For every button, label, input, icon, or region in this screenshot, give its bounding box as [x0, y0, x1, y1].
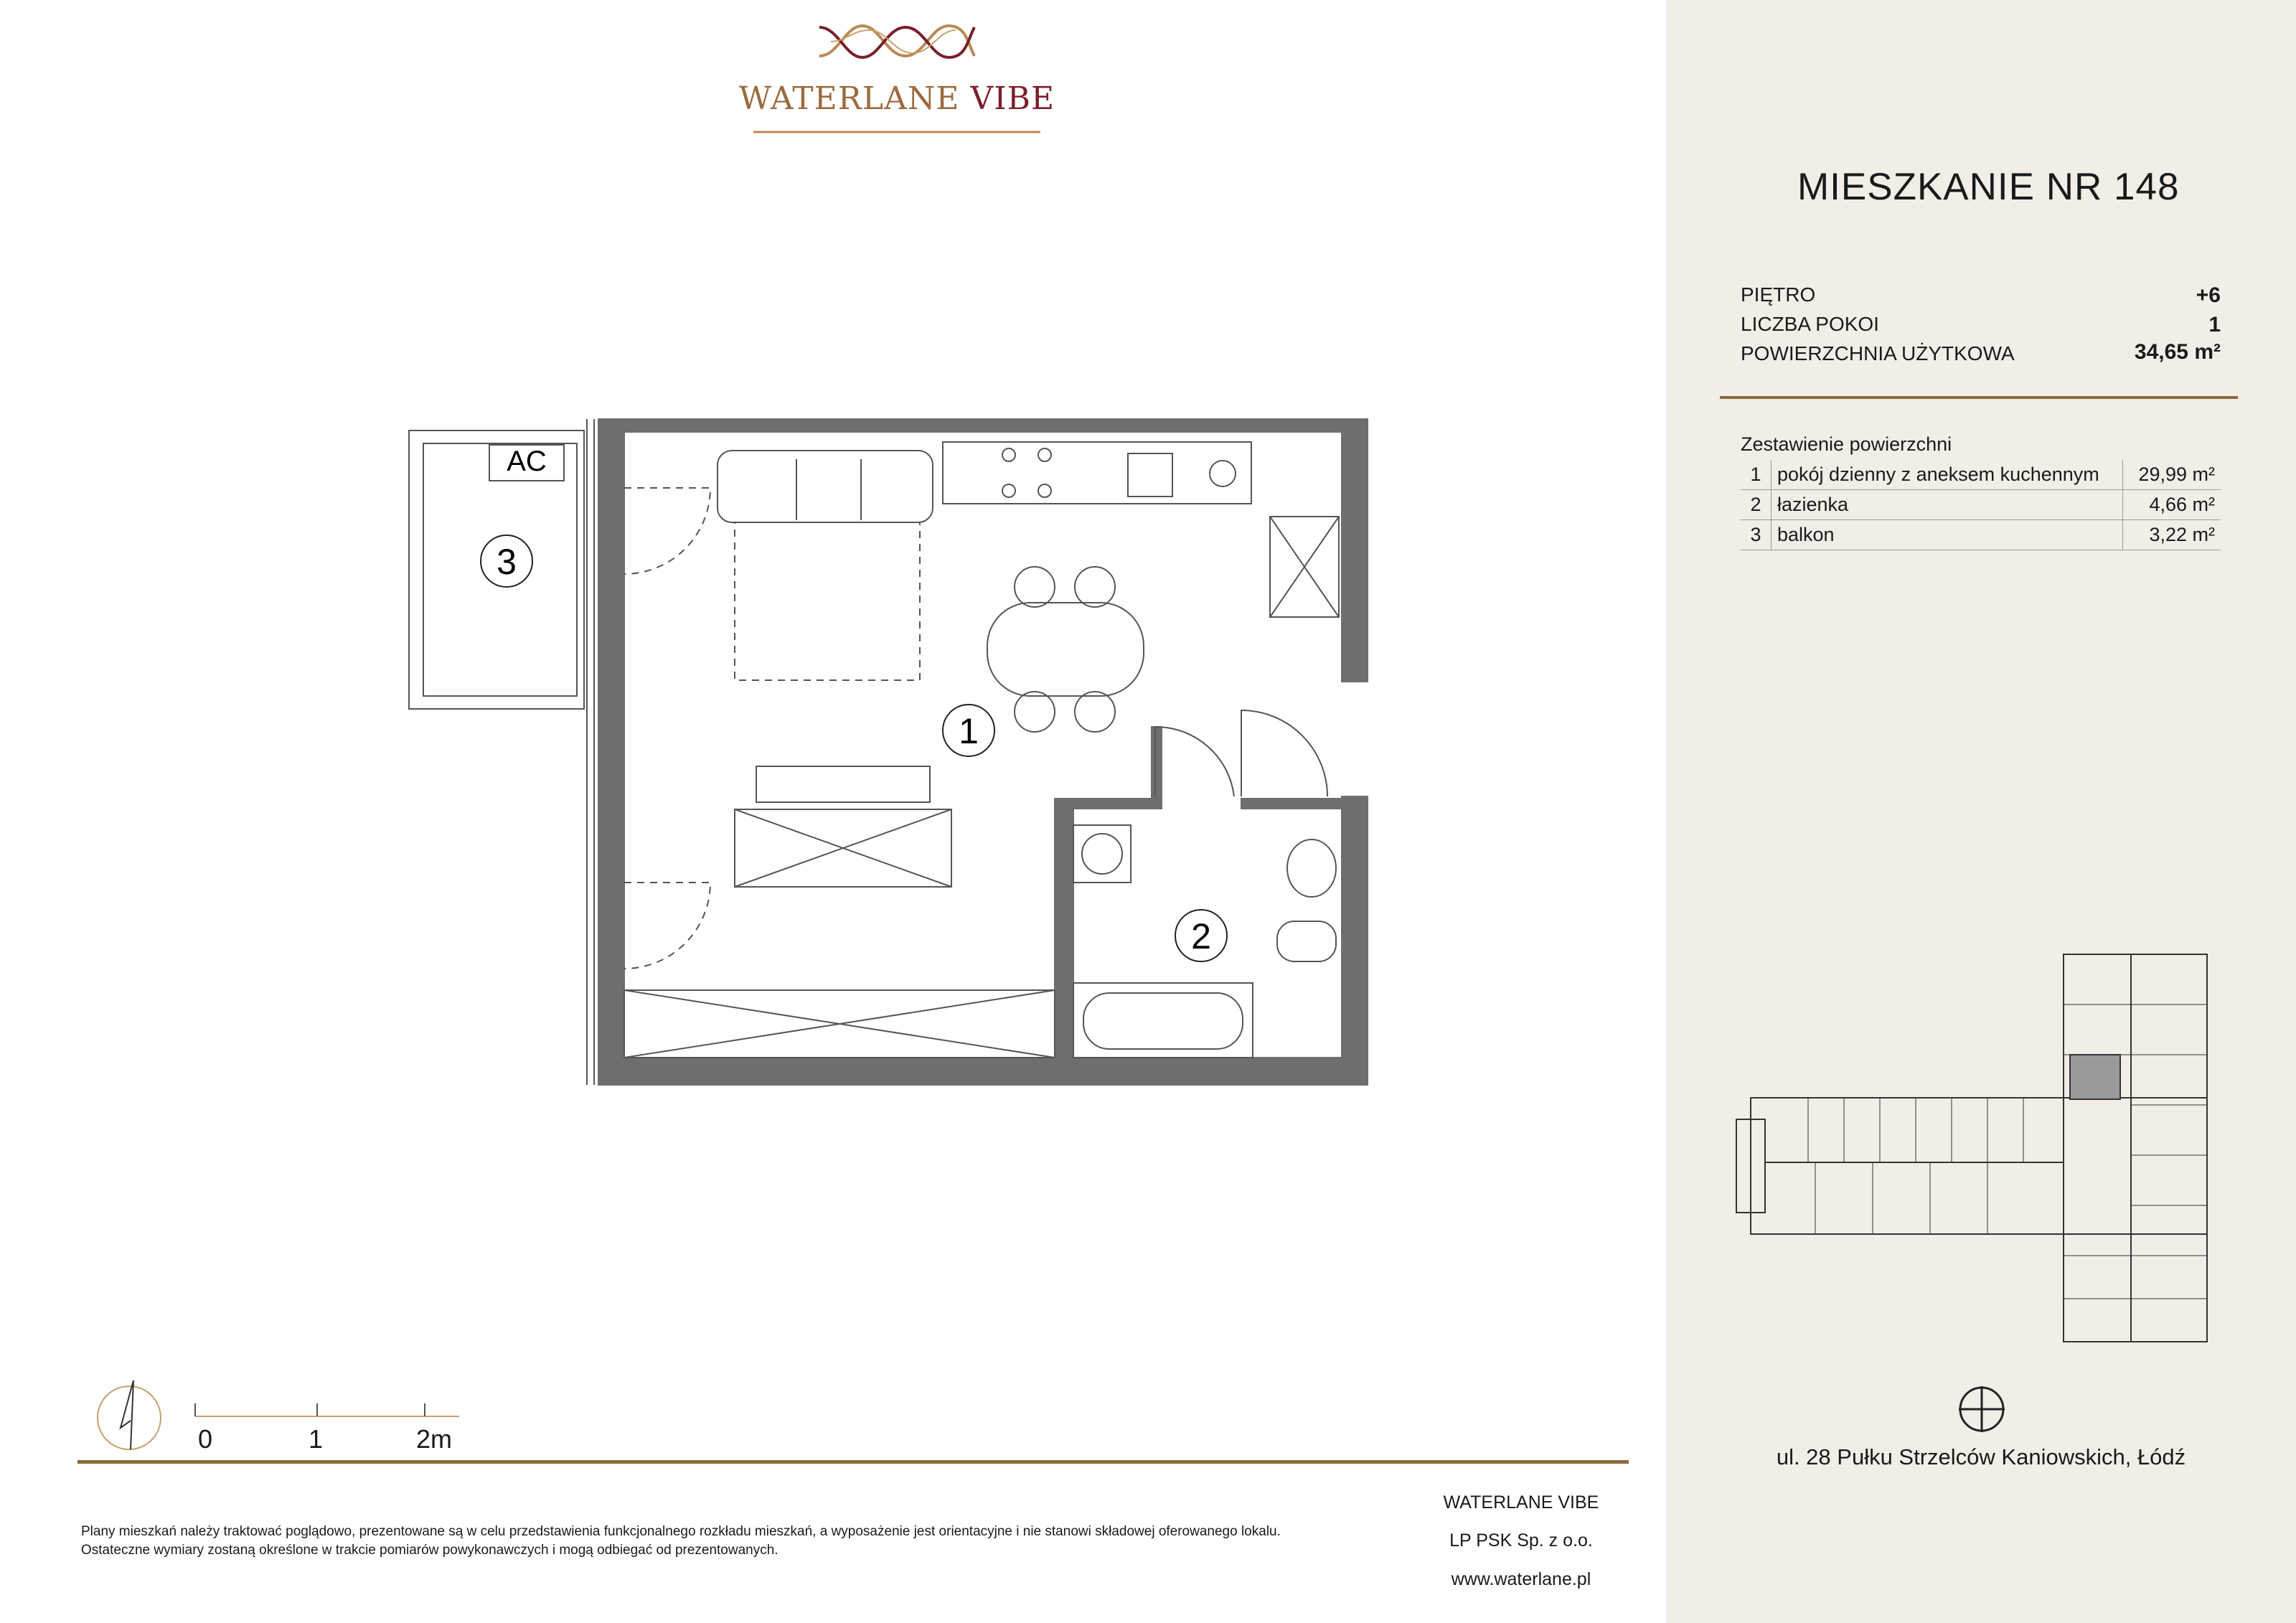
wave-logo-icon: [817, 20, 977, 63]
svg-text:1: 1: [959, 711, 979, 751]
rooms-value: 1: [2208, 313, 2221, 337]
scale-tick-0: 0: [198, 1424, 213, 1454]
compass-icon: [1956, 1383, 2008, 1435]
svg-text:3: 3: [497, 542, 517, 582]
highlighted-apartment: [2070, 1055, 2120, 1099]
floor-value: +6: [2196, 283, 2221, 307]
building-key-plan: [1722, 947, 2224, 1349]
scale-bar: [194, 1399, 466, 1421]
disclaimer: Plany mieszkań należy traktować poglądowo, prezentowane są w celu przedstawienia funkcjonalnego rozkładu mieszkań, a wyposażenie jest orientacyjne i nie stanowi składowej oferowanego lokalu. Ostateczne wymiary zostaną określone w trakcie pomiarów powykonawczych i mogą odbiegać od prezentowanych.: [81, 1524, 1281, 1558]
company-brand: WATERLANE VIBE: [1443, 1492, 1599, 1513]
svg-text:2: 2: [1191, 916, 1211, 956]
brand-logo: [732, 20, 1062, 149]
info-panel: [1666, 0, 2296, 1623]
table-row: 1 pokój dzienny z aneksem kuchennym 29,99 m²: [1741, 460, 2221, 490]
ac-label: AC: [507, 446, 547, 477]
area-value: 34,65 m²: [2134, 340, 2221, 364]
rooms-label: LICZBA POKOI: [1741, 313, 1879, 335]
scale-tick-1: 1: [309, 1424, 324, 1454]
brand-name: WATERLANE VIBE: [738, 80, 1055, 117]
floor-label: PIĘTRO: [1741, 283, 1816, 306]
scale-tick-2: 2m: [416, 1424, 453, 1454]
table-row: 3 balkon 3,22 m²: [1741, 520, 2221, 550]
logo-underline: [753, 129, 1040, 135]
address: ul. 28 Pułku Strzelców Kaniowskich, Łódź: [1776, 1444, 2186, 1469]
website-link[interactable]: www.waterlane.pl: [1451, 1569, 1591, 1589]
north-arrow-icon: [86, 1370, 172, 1457]
room-marker-3: [481, 535, 532, 587]
footer-divider: [77, 1460, 1629, 1464]
company-name: LP PSK Sp. z o.o.: [1449, 1530, 1593, 1551]
area-label: POWIERZCHNIA UŻYTKOWA: [1741, 342, 2015, 364]
areas-title: Zestawienie powierzchni: [1741, 433, 1952, 455]
info-divider: [1720, 396, 2238, 399]
room-marker-1: [943, 705, 994, 756]
floor-plan: [387, 402, 1392, 1105]
table-row: 2 łazienka 4,66 m²: [1741, 490, 2221, 520]
apartment-title: MIESZKANIE NR 148: [1797, 166, 2180, 208]
areas-table: [1741, 460, 2221, 550]
room-marker-2: [1175, 910, 1227, 961]
